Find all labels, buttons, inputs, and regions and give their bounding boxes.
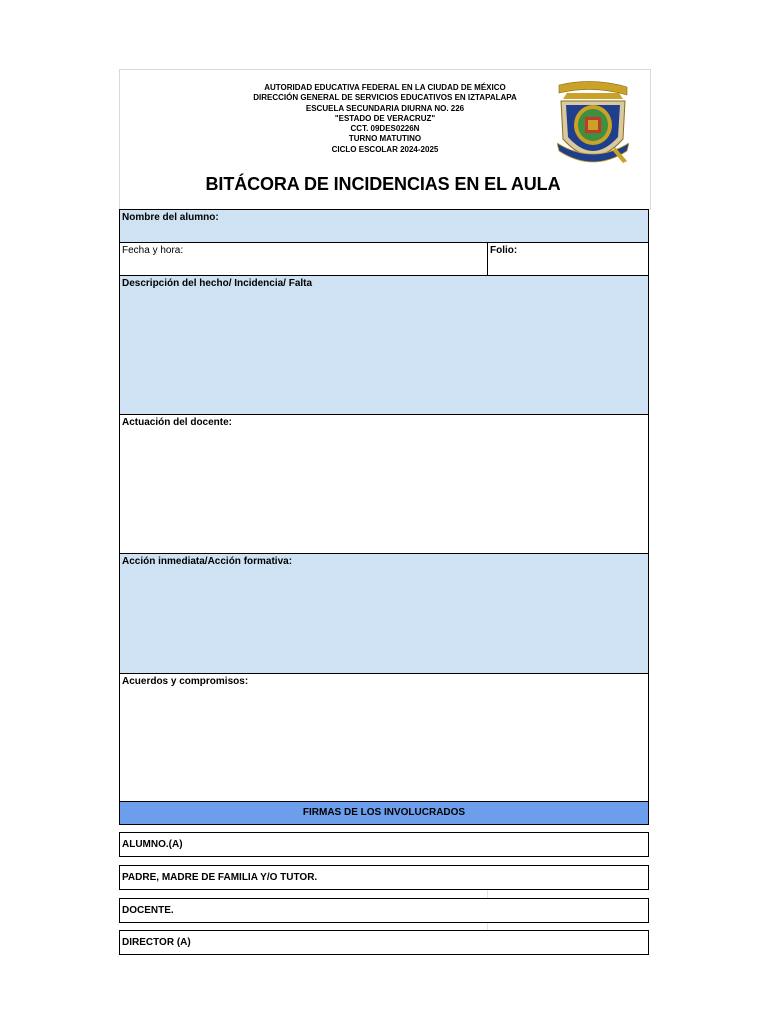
date-time-label: Fecha y hora: [122, 245, 184, 256]
student-name-label: Nombre del alumno: [122, 212, 219, 223]
signature-label: DOCENTE. [122, 905, 174, 916]
agreements-label: Acuerdos y compromisos: [122, 676, 249, 687]
description-label: Descripción del hecho/ Incidencia/ Falta [122, 278, 313, 289]
teacher-action-field[interactable] [119, 414, 649, 554]
signature-row-parent[interactable] [119, 865, 649, 890]
signature-label: PADRE, MADRE DE FAMILIA Y/O TUTOR. [122, 872, 318, 883]
institution-line: "ESTADO DE VERACRUZ" [334, 113, 436, 123]
immediate-action-field[interactable] [119, 553, 649, 674]
folio-field[interactable] [488, 243, 648, 275]
description-field[interactable] [119, 275, 649, 415]
student-name-field[interactable] [119, 209, 649, 243]
immediate-action-label: Acción inmediata/Acción formativa: [122, 556, 293, 567]
document-header [119, 69, 651, 210]
signature-row-director[interactable] [119, 930, 649, 955]
signatures-header [119, 801, 649, 825]
signatures-header-label: FIRMAS DE LOS INVOLUCRADOS [302, 807, 466, 818]
signature-label: ALUMNO.(A) [122, 839, 183, 850]
teacher-action-label: Actuación del docente: [122, 417, 233, 428]
institution-line: ESCUELA SECUNDARIA DIURNA NO. 226 [305, 103, 465, 113]
institution-line: DIRECCIÓN GENERAL DE SERVICIOS EDUCATIVOS EN IZTAPALAPA [253, 93, 517, 103]
folio-label: Folio: [490, 245, 518, 256]
agreements-field[interactable] [119, 673, 649, 802]
date-time-field[interactable] [120, 243, 487, 275]
signature-row-teacher[interactable] [119, 898, 649, 923]
school-seal-icon [557, 81, 629, 171]
institution-line: AUTORIDAD EDUCATIVA FEDERAL EN LA CIUDAD DE MÉXICO [264, 83, 506, 92]
page-title: BITÁCORA DE INCIDENCIAS EN EL AULA [205, 174, 561, 194]
institution-line: CCT. 09DES0226N [350, 124, 420, 134]
divider [487, 890, 488, 898]
date-folio-row [119, 242, 649, 276]
signature-row-student[interactable] [119, 832, 649, 857]
institution-line: CICLO ESCOLAR 2024-2025 [331, 144, 439, 154]
institution-line: TURNO MATUTINO [348, 134, 422, 144]
signature-label: DIRECTOR (A) [122, 937, 191, 948]
